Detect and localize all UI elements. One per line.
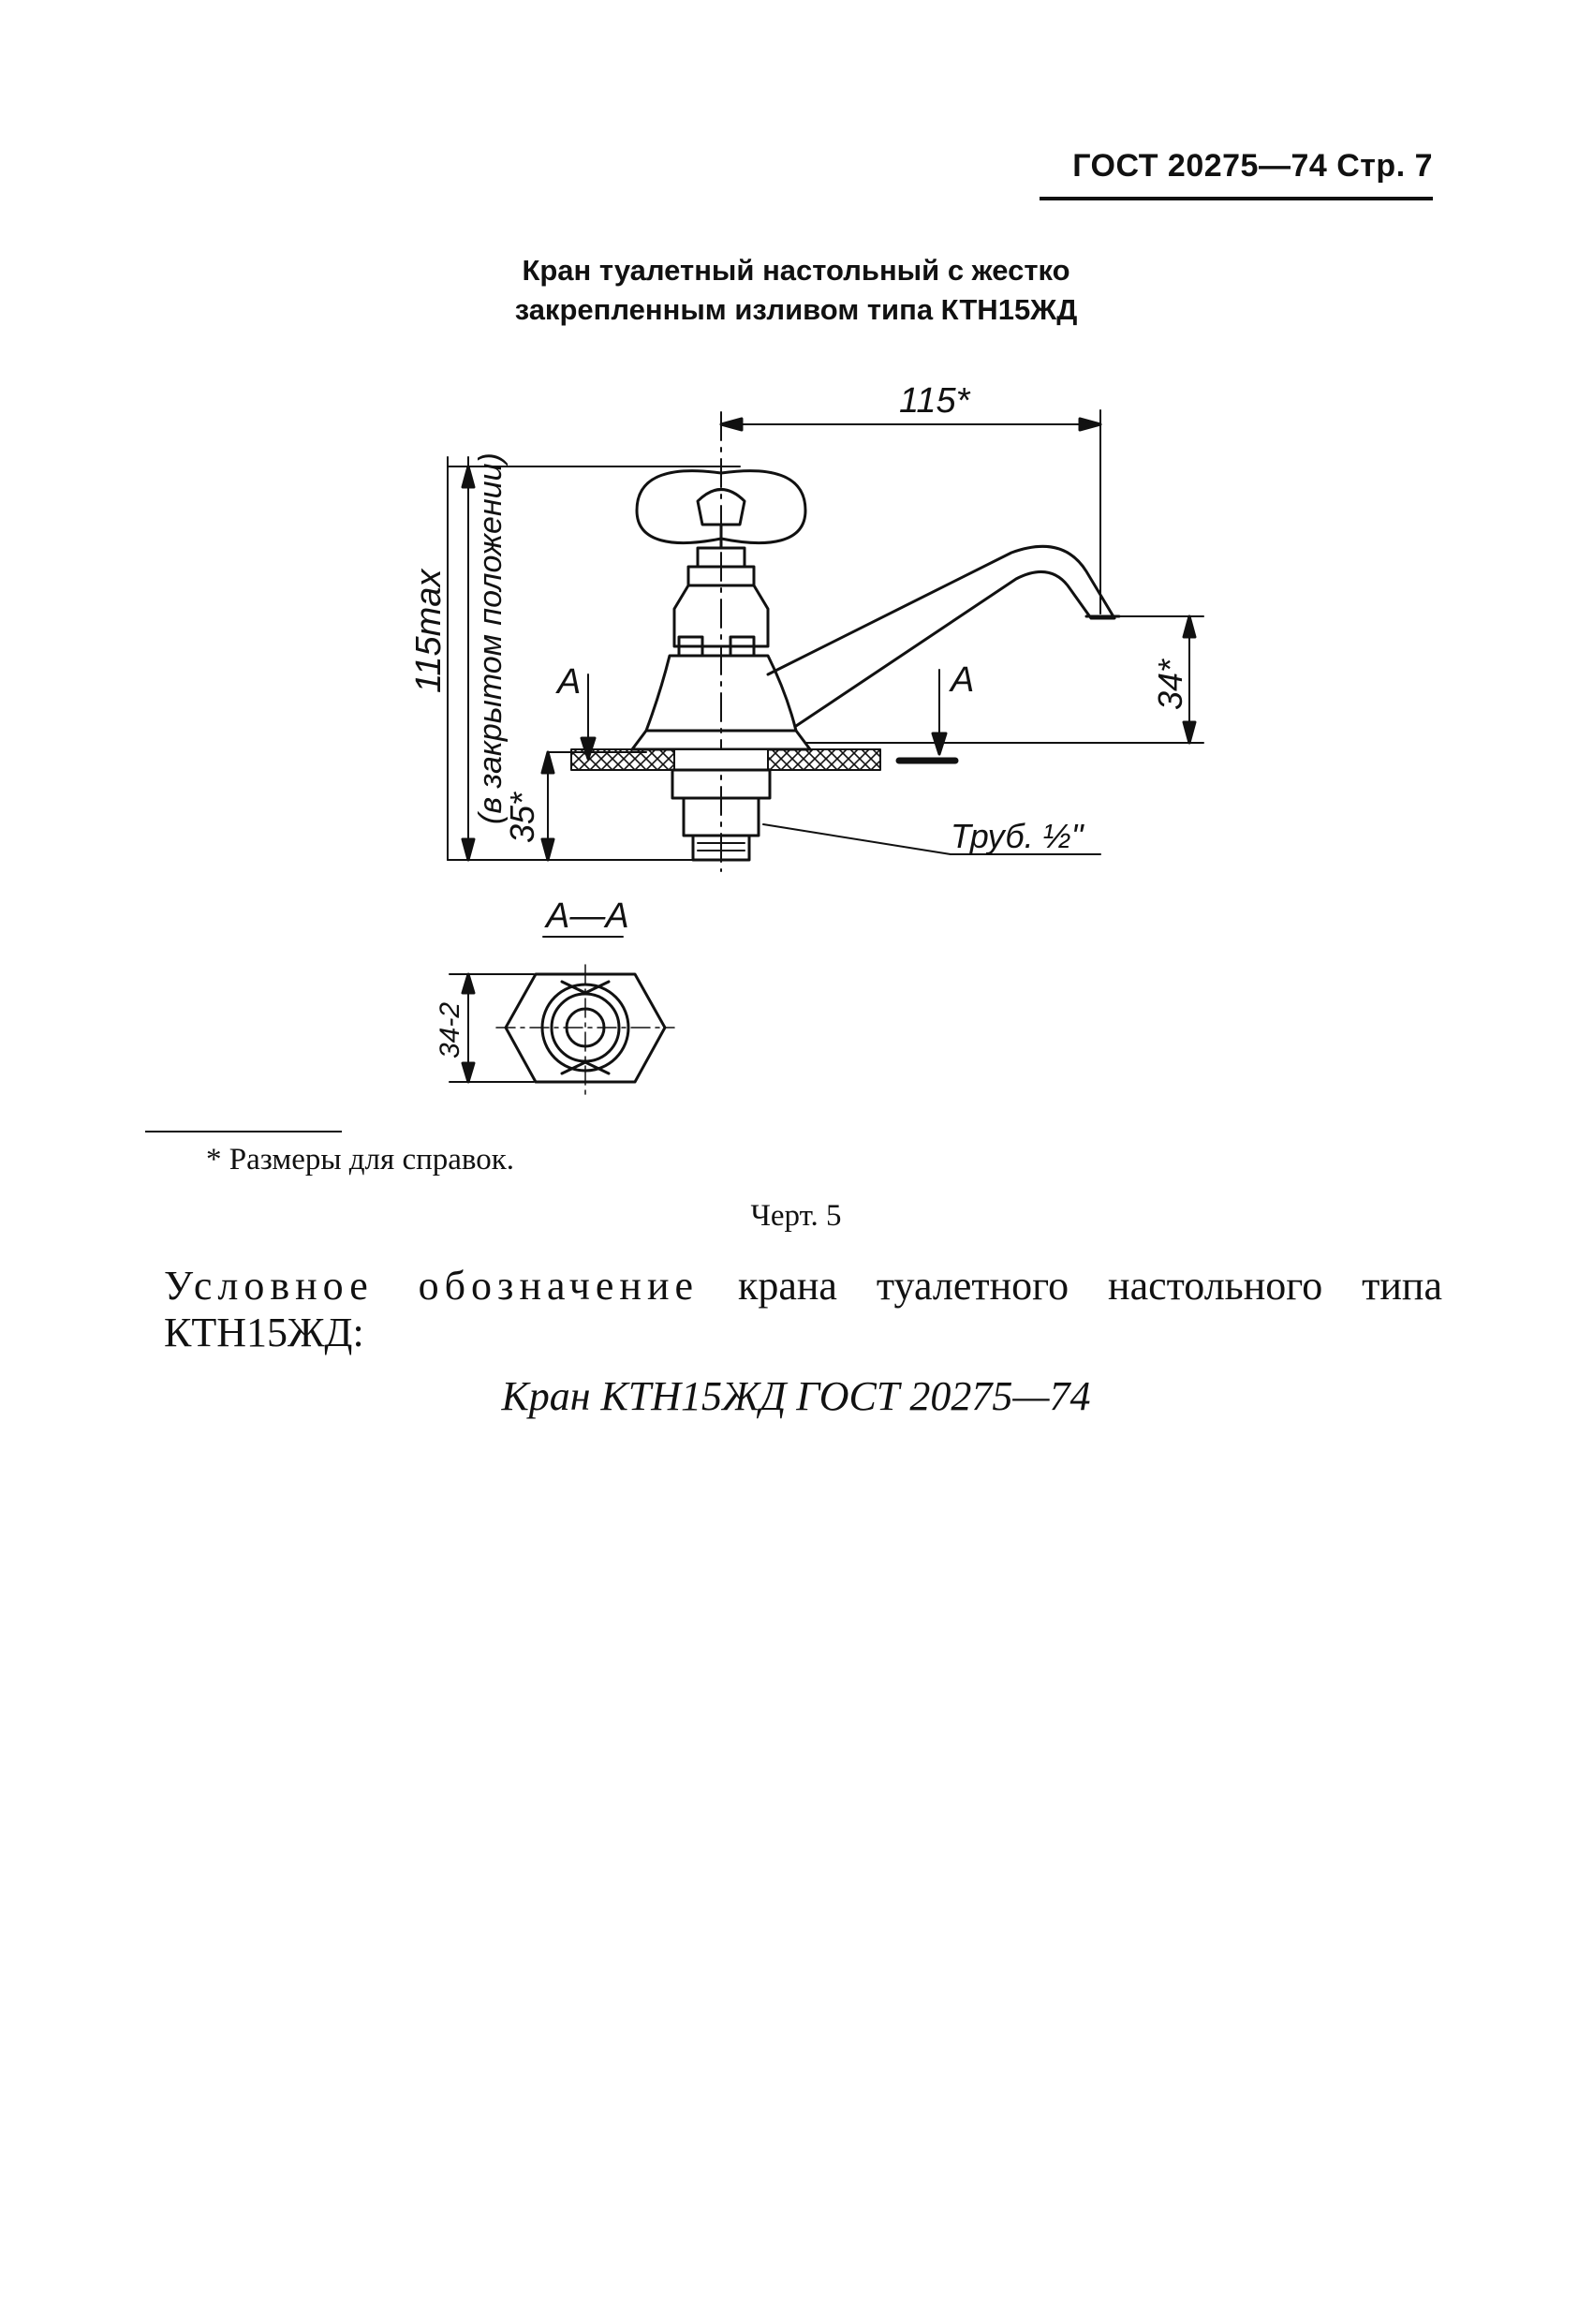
section-mark-right: А — [951, 660, 975, 700]
figure-title-line2: закрепленным изливом типа КТН15ЖД — [514, 293, 1078, 326]
footnote-rule — [145, 1131, 342, 1132]
section-dim-label: 34-2 — [435, 1001, 465, 1058]
pipe-label: Труб. ½" — [951, 817, 1084, 855]
section-title: А—А — [546, 896, 629, 936]
body-paragraph — [164, 1263, 1442, 1356]
dim-height-note: (в закрытом положении) — [473, 452, 509, 824]
section-mark-left: А — [557, 662, 582, 702]
dim-length-label: 115* — [899, 381, 970, 421]
figure-caption: Черт. 5 — [750, 1199, 842, 1233]
paragraph-spaced-text: Условное обозначение — [164, 1263, 700, 1309]
page-header: ГОСТ 20275—74 Стр. 7 — [1072, 148, 1433, 184]
paragraph-rest-text: крана туалетного настольного типа КТН15ЖД: — [164, 1263, 1442, 1355]
product-designation: Кран КТН15ЖД ГОСТ 20275—74 — [501, 1373, 1091, 1419]
figure-title-line1: Кран туалетный настольный с жестко — [522, 254, 1070, 287]
dim-34-label: 34* — [1151, 659, 1189, 710]
dim-35-label: 35* — [503, 792, 541, 843]
dim-height-label: 115max — [409, 569, 449, 693]
footnote: * Размеры для справок. — [206, 1143, 515, 1177]
